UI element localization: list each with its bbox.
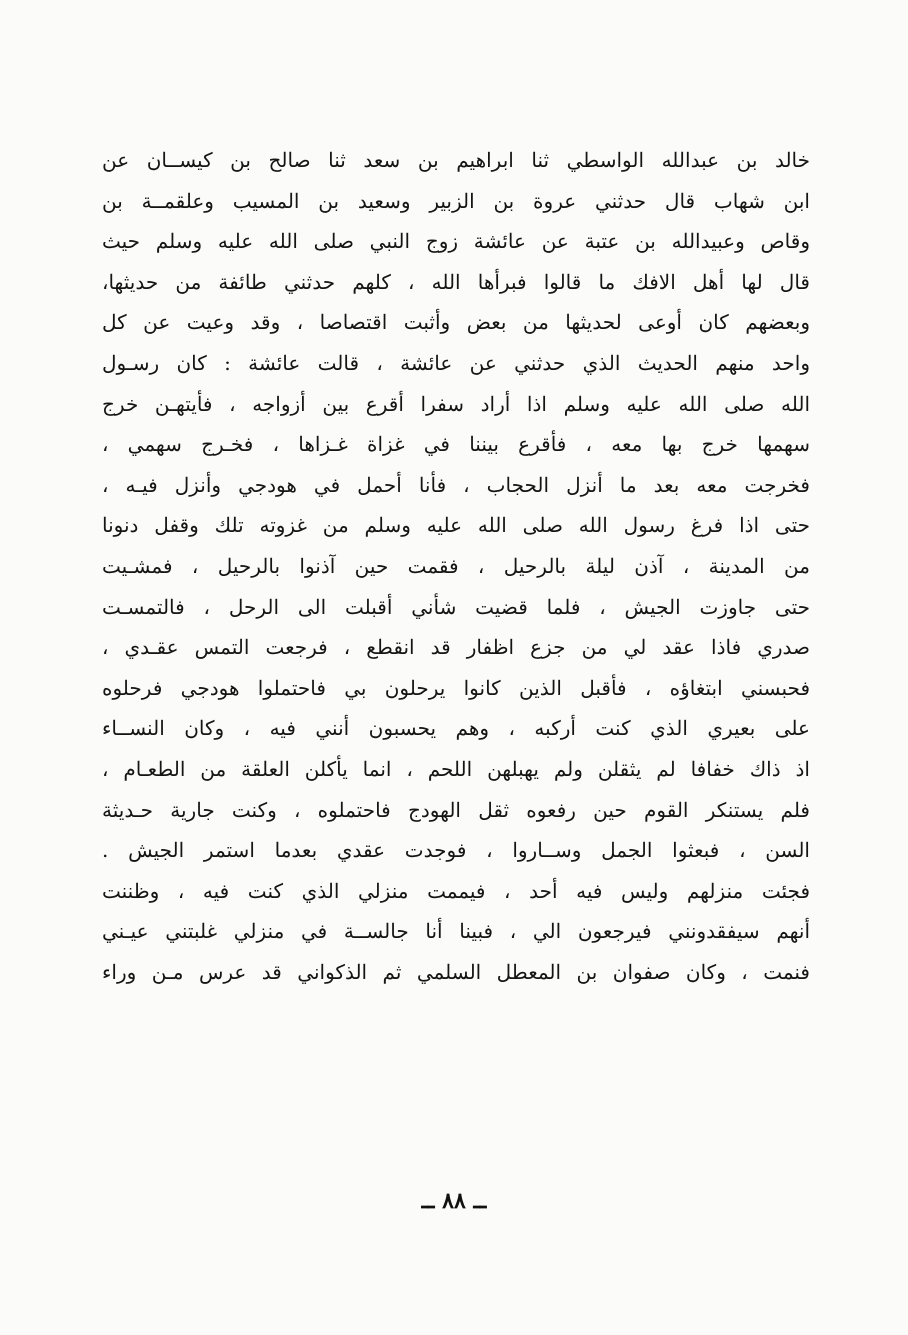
body-text bbox=[102, 140, 810, 992]
text-line: فنمت ، وكان صفوان بن المعطل السلمي ثم الذكواني قد عرس مـن وراء bbox=[102, 959, 810, 984]
text-line: اذ ذاك خفافا لم يثقلن ولم يهبلهن اللحم ، انما يأكلن العلقة من الطعـام ، bbox=[102, 756, 810, 781]
text-line: وقاص وعبيدالله بن عتبة عن عائشة زوج النبي صلى الله عليه وسلم حيث bbox=[102, 229, 810, 254]
text-line: على بعيري الذي كنت أركبه ، وهم يحسبون أنني فيه ، وكان النســاء bbox=[102, 716, 810, 741]
text-line: ابن شهاب قال حدثني عروة بن الزبير وسعيد بن المسيب وعلقمــة بن bbox=[102, 188, 810, 213]
text-line: السن ، فبعثوا الجمل وســاروا ، فوجدت عقدي بعدما استمر الجيش . bbox=[102, 838, 810, 863]
text-line: فلم يستنكر القوم حين رفعوه ثقل الهودج فاحتملوه ، وكنت جارية حـديثة bbox=[102, 797, 810, 822]
text-line: صدري فاذا عقد لي من جزع اظفار قد انقطع ، فرجعت التمس عقـدي ، bbox=[102, 635, 810, 660]
text-line: فحبسني ابتغاؤه ، فأقبل الذين كانوا يرحلون بي فاحتملوا هودجي فرحلوه bbox=[102, 675, 810, 700]
text-line: أنهم سيفقدونني فيرجعون الي ، فبينا أنا جالســة في منزلي غلبتني عيـني bbox=[102, 919, 810, 944]
page-number: ــ ٨٨ ــ bbox=[421, 1188, 487, 1214]
text-line: من المدينة ، آذن ليلة بالرحيل ، فقمت حين آذنوا بالرحيل ، فمشـيت bbox=[102, 553, 810, 578]
text-line: الله صلى الله عليه وسلم اذا أراد سفرا أقرع بين أزواجه ، فأيتهـن خرج bbox=[102, 391, 810, 416]
text-line: خالد بن عبدالله الواسطي ثنا ابراهيم بن سعد ثنا صالح بن كيســان عن bbox=[102, 148, 810, 172]
text-line: فخرجت معه بعد ما أنزل الحجاب ، فأنا أحمل في هودجي وأنزل فيـه ، bbox=[102, 472, 810, 497]
text-line: حتى جاوزت الجيش ، فلما قضيت شأني أقبلت الى الرحل ، فالتمسـت bbox=[102, 594, 810, 619]
text-line: فجئت منزلهم وليس فيه أحد ، فيممت منزلي الذي كنت فيه ، وظننت bbox=[102, 878, 810, 903]
text-line: حتى اذا فرغ رسول الله صلى الله عليه وسلم من غزوته تلك وقفل دنونا bbox=[102, 513, 810, 538]
text-line: واحد منهم الحديث الذي حدثني عن عائشة ، قالت عائشة : كان رسـول bbox=[102, 350, 810, 375]
text-line: سهمها خرج بها معه ، فأقرع بيننا في غزاة غـزاها ، فخـرج سهمي ، bbox=[102, 432, 810, 457]
text-line: قال لها أهل الافك ما قالوا فبرأها الله ، كلهم حدثني طائفة من حديثها، bbox=[102, 269, 810, 294]
text-line: وبعضهم كان أوعى لحديثها من بعض وأثبت اقتصاصا ، وقد وعيت عن كل bbox=[102, 310, 810, 335]
